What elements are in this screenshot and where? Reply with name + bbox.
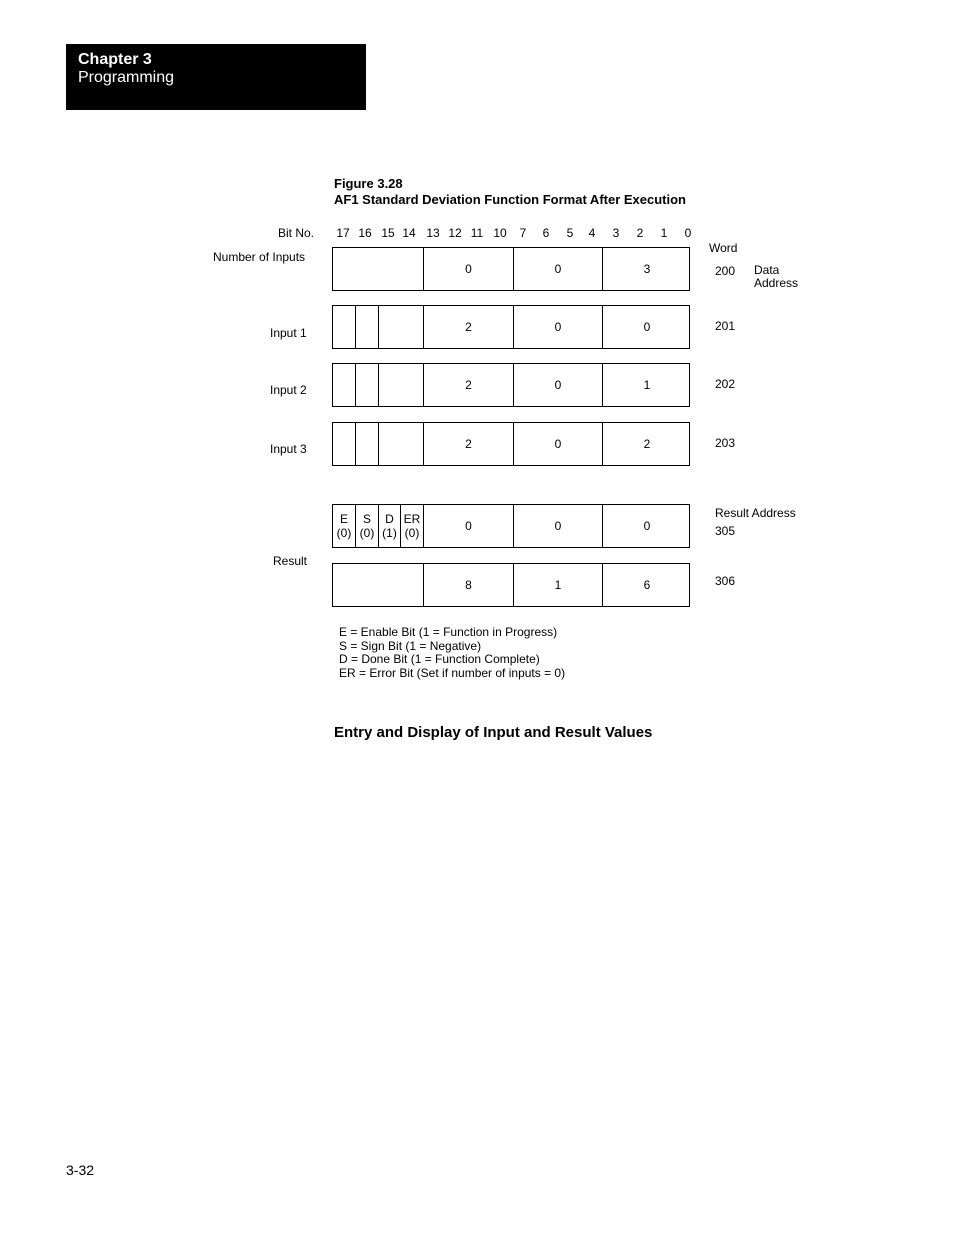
legend-item: D = Done Bit (1 = Function Complete) [339, 652, 540, 666]
flag-name: S [362, 512, 371, 526]
flag-name: D [385, 512, 394, 526]
flag-sign-bit [355, 505, 378, 547]
chapter-section: Programming [78, 69, 175, 86]
word-address: 202 [715, 377, 736, 391]
empty-bit-field [355, 364, 378, 406]
digit-cell: 2 [602, 423, 691, 465]
digit-cell: 0 [602, 505, 691, 547]
word-address: 203 [715, 436, 736, 450]
bit-number: 6 [542, 226, 550, 240]
result-address-header: Result Address [715, 506, 796, 520]
figure-number: Figure 3.28 [334, 176, 403, 191]
bit-number: 13 [426, 226, 440, 240]
empty-bit-field [333, 306, 355, 348]
flag-enable-bit [333, 505, 355, 547]
word-address: 306 [715, 574, 736, 588]
empty-bit-field [333, 364, 355, 406]
empty-bit-field [355, 306, 378, 348]
flag-value: (1) [382, 526, 397, 540]
chapter-title: Chapter 3 [78, 51, 152, 68]
digit-cell: 1 [602, 364, 691, 406]
row-label-result: Result [273, 554, 308, 568]
bit-number: 17 [336, 226, 350, 240]
empty-bit-field [355, 423, 378, 465]
bit-number: 5 [566, 226, 574, 240]
bit-number: 7 [519, 226, 527, 240]
digit-cell: 0 [513, 505, 602, 547]
word-box-306 [332, 563, 690, 607]
digit-cell: 0 [513, 306, 602, 348]
flag-name: E [339, 512, 348, 526]
word-header: Word [709, 241, 738, 255]
row-label-input-1: Input 1 [270, 326, 307, 340]
row-label-number-of-inputs: Number of Inputs [213, 250, 306, 264]
digit-cell: 8 [423, 564, 513, 606]
digit-cell: 0 [513, 248, 602, 290]
word-box-203 [332, 422, 690, 466]
digit-cell: 3 [602, 248, 691, 290]
digit-cell: 2 [423, 306, 513, 348]
empty-bit-field [378, 306, 423, 348]
bit-number: 10 [493, 226, 507, 240]
legend-item: S = Sign Bit (1 = Negative) [339, 638, 482, 653]
bit-number: 1 [660, 226, 668, 240]
flag-done-bit [378, 505, 400, 547]
digit-cell: 1 [513, 564, 602, 606]
data-address-note: Data Address [754, 263, 799, 290]
bit-number: 11 [470, 226, 484, 240]
flag-value: (0) [404, 526, 420, 540]
digit-cell: 0 [602, 306, 691, 348]
word-address: 201 [715, 319, 736, 333]
bit-legend [339, 626, 565, 680]
flag-error-bit [400, 505, 423, 547]
bit-number: 4 [588, 226, 596, 240]
section-heading: Entry and Display of Input and Result Values [334, 724, 653, 741]
row-label-input-3: Input 3 [270, 442, 307, 456]
flag-value: (0) [359, 526, 375, 540]
bit-number: 14 [402, 226, 416, 240]
digit-cell: 0 [513, 423, 602, 465]
word-box-200 [332, 247, 690, 291]
digit-cell: 2 [423, 423, 513, 465]
bit-number: 16 [358, 226, 372, 240]
figure-title: AF1 Standard Deviation Function Format After Execution [334, 192, 686, 207]
empty-bit-field [333, 564, 423, 606]
bit-number: 0 [684, 226, 692, 240]
word-address: 305 [715, 524, 736, 538]
word-address: 200 [715, 264, 736, 278]
empty-bit-field [333, 248, 423, 290]
flag-name: ER [403, 512, 421, 526]
word-box-202 [332, 363, 690, 407]
row-label-input-2: Input 2 [270, 383, 307, 397]
bit-number: 3 [612, 226, 620, 240]
digit-cell: 0 [513, 364, 602, 406]
bit-number: 12 [448, 226, 462, 240]
bit-no-label: Bit No. [278, 226, 315, 240]
legend-item: ER = Error Bit (Set if number of inputs = 0) [339, 665, 566, 680]
digit-cell: 0 [423, 248, 513, 290]
digit-cell: 6 [602, 564, 691, 606]
chapter-header [66, 44, 366, 110]
bit-number: 2 [636, 226, 644, 240]
empty-bit-field [378, 423, 423, 465]
legend-item: E = Enable Bit (1 = Function in Progress) [339, 625, 558, 639]
digit-cell: 0 [423, 505, 513, 547]
empty-bit-field [378, 364, 423, 406]
digit-cell: 2 [423, 364, 513, 406]
flag-value: (0) [336, 526, 352, 540]
word-box-201 [332, 305, 690, 349]
word-box-305 [332, 504, 690, 548]
bit-number: 15 [381, 226, 395, 240]
empty-bit-field [333, 423, 355, 465]
page-number: 3-32 [66, 1162, 95, 1178]
